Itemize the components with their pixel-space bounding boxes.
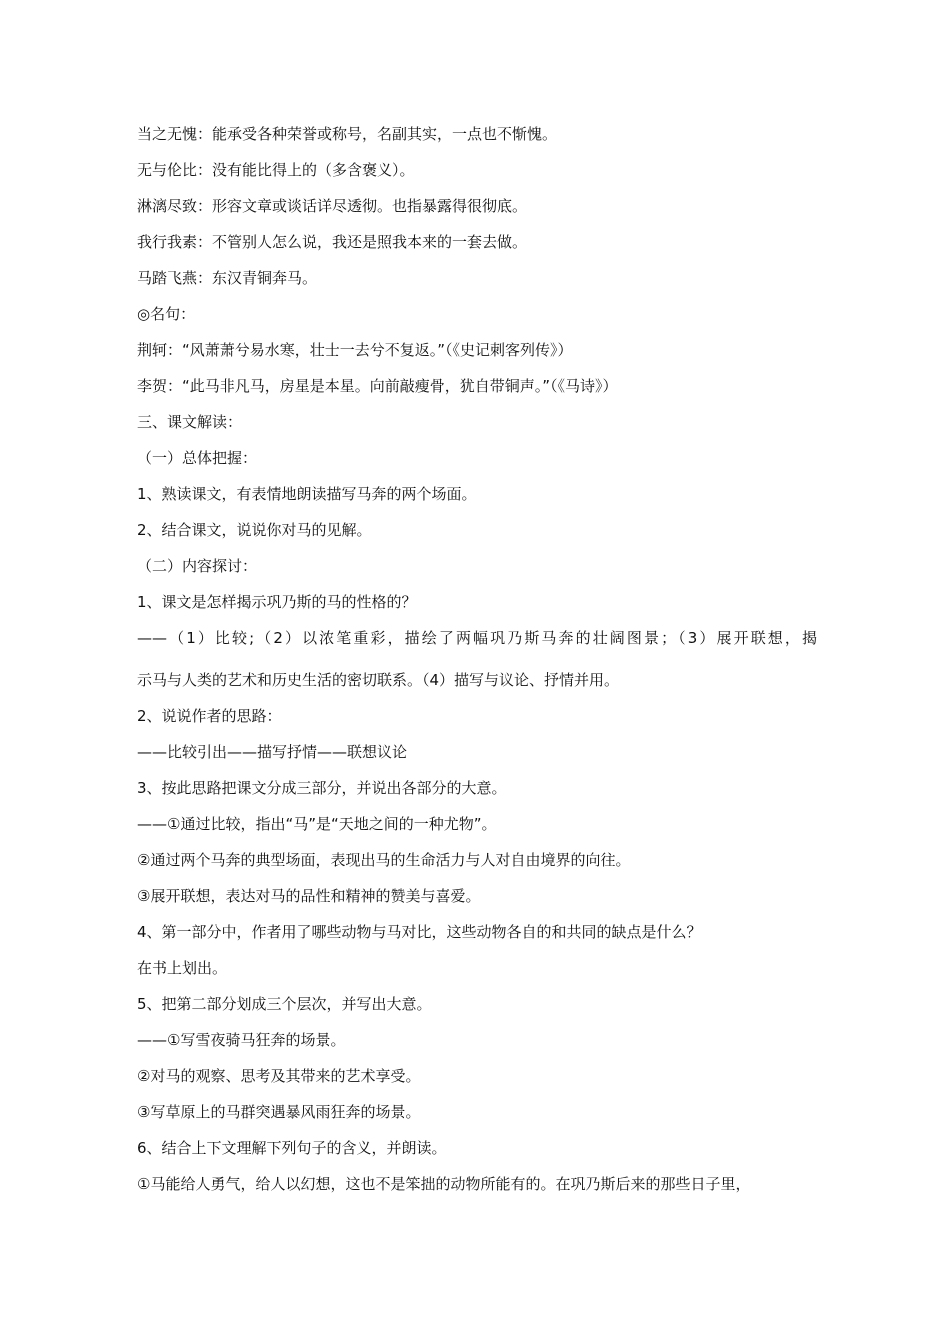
answer-line-5b: ②对马的观察、思考及其带来的艺术享受。	[137, 1067, 421, 1085]
answer-line-3c: ③展开联想，表达对马的品性和精神的赞美与喜爱。	[137, 887, 481, 905]
text-line-4: 我行我素：不管别人怎么说，我还是照我本来的一套去做。	[137, 233, 528, 251]
section-heading-famous-quotes: ◎名句：	[137, 305, 196, 323]
section-heading-text-analysis: 三、课文解读：	[137, 413, 243, 431]
question-line-2: 2、结合课文，说说你对马的见解。	[137, 521, 372, 539]
text-line-2: 无与伦比：没有能比得上的（多含褒义）。	[137, 161, 415, 179]
answer-line-3a: ——①通过比较，指出“马”是“天地之间的一种尤物”。	[137, 815, 497, 833]
document-body	[137, 124, 827, 1210]
subsection-heading-content: （二）内容探讨：	[137, 557, 258, 575]
quote-li-he: 李贺：“此马非凡马，房星是本星。向前敲瘦骨，犹自带铜声。”（《马诗》）	[137, 377, 618, 395]
text-line-3: 淋漓尽致：形容文章或谈话详尽透彻。也指暴露得很彻底。	[137, 197, 528, 215]
answer-line-1a: ——（1）比较;（2）以浓笔重彩，描绘了两幅巩乃斯马奔的壮阔图景；（3）展开联想，揭	[137, 629, 817, 647]
question-line-4: 2、说说作者的思路：	[137, 707, 282, 725]
answer-line-5a: ——①写雪夜骑马狂奔的场景。	[137, 1031, 346, 1049]
quote-jing-ke: 荆轲：“风萧萧兮易水寒，壮士一去兮不复返。”（《史记刺客列传》）	[137, 341, 573, 359]
text-line-5: 马踏飞燕：东汉青铜奔马。	[137, 269, 318, 287]
question-line-8: 6、结合上下文理解下列句子的含义，并朗读。	[137, 1139, 447, 1157]
question-line-1: 1、熟读课文，有表情地朗读描写马奔的两个场面。	[137, 485, 477, 503]
question-line-6b: 在书上划出。	[137, 959, 228, 977]
question-line-5: 3、按此思路把课文分成三部分，并说出各部分的大意。	[137, 779, 507, 797]
answer-line-5c: ③写草原上的马群突遇暴风雨狂奔的场景。	[137, 1103, 421, 1121]
sentence-line-1: ①马能给人勇气，给人以幻想，这也不是笨拙的动物所能有的。在巩乃斯后来的那些日子里，	[137, 1175, 751, 1193]
subsection-heading-overall: （一）总体把握：	[137, 449, 258, 467]
question-line-3: 1、课文是怎样揭示巩乃斯的马的性格的？	[137, 593, 417, 611]
answer-line-1b: 示马与人类的艺术和历史生活的密切联系。（4）描写与议论、抒情并用。	[137, 671, 620, 689]
answer-line-3b: ②通过两个马奔的典型场面，表现出马的生命活力与人对自由境界的向往。	[137, 851, 631, 869]
question-line-7: 5、把第二部分划成三个层次，并写出大意。	[137, 995, 432, 1013]
question-line-6: 4、第一部分中，作者用了哪些动物与马对比，这些动物各自的和共同的缺点是什么？	[137, 923, 702, 941]
answer-line-2: ——比较引出——描写抒情——联想议论	[137, 743, 408, 761]
text-line-1: 当之无愧：能承受各种荣誉或称号，名副其实，一点也不惭愧。	[137, 125, 558, 143]
